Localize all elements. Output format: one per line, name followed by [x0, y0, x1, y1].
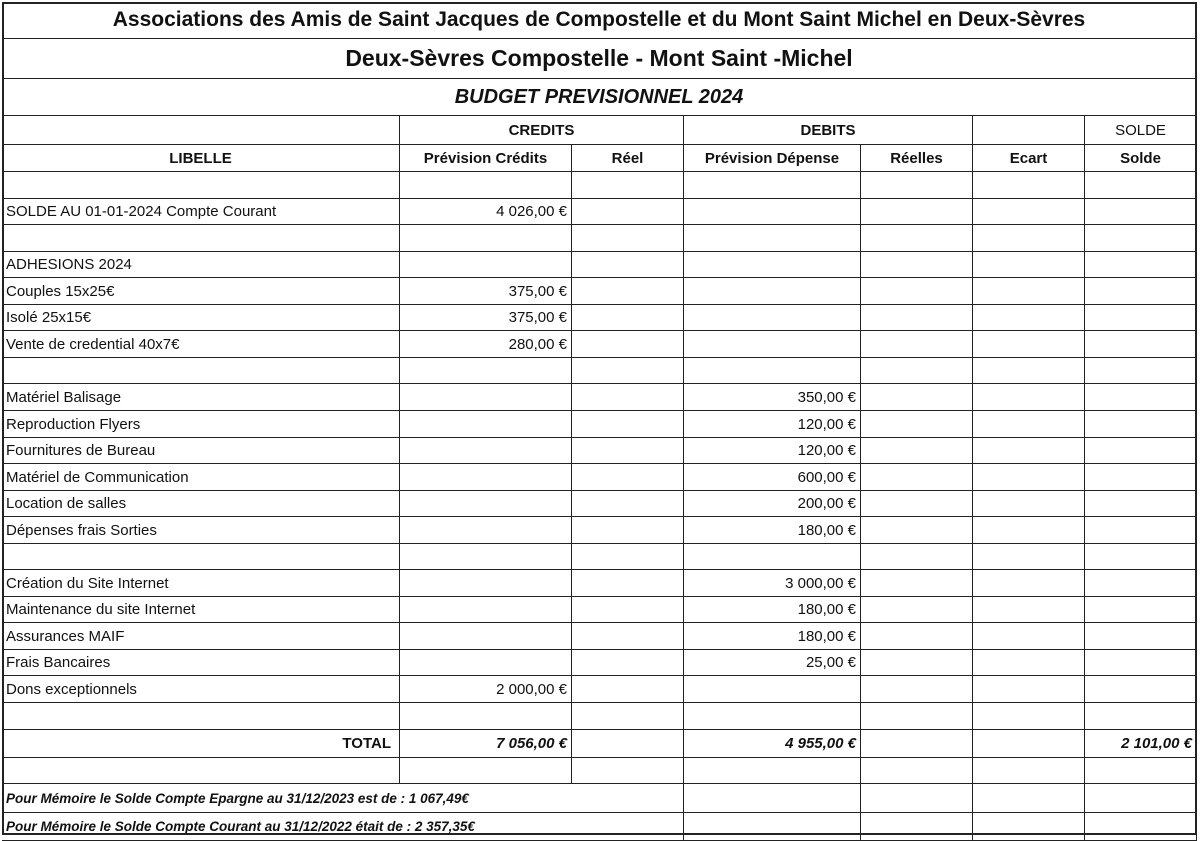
row-prevision-depense: 200,00 €: [684, 491, 861, 517]
column-header-reel: Réel: [572, 145, 684, 172]
row-ecart: [973, 411, 1085, 438]
row-ecart: [973, 623, 1085, 650]
row-reelles: [861, 703, 973, 730]
budget-title: BUDGET PREVISIONNEL 2024: [2, 79, 1197, 116]
row-solde: [1085, 278, 1197, 305]
row-reelles: [861, 650, 973, 676]
row-solde: [1085, 199, 1197, 225]
row-reel: [572, 331, 684, 358]
row-prevision-depense: [684, 544, 861, 570]
row-reelles: [861, 172, 973, 199]
row-prevision-credit: [400, 225, 572, 252]
column-header-prevision-depense: Prévision Dépense: [684, 145, 861, 172]
row-libelle: [2, 225, 400, 252]
row-reel: [572, 278, 684, 305]
row-libelle: Vente de credential 40x7€: [2, 331, 400, 358]
row-prevision-credit: 280,00 €: [400, 331, 572, 358]
row-solde: [1085, 305, 1197, 331]
row-solde: [1085, 225, 1197, 252]
row-reel: [572, 570, 684, 597]
row-reel: [572, 358, 684, 384]
blank-row-cell: [973, 758, 1085, 784]
row-prevision-credit: [400, 252, 572, 278]
row-reel: [572, 411, 684, 438]
row-libelle: ADHESIONS 2024: [2, 252, 400, 278]
row-solde: [1085, 517, 1197, 544]
group-debits: DEBITS: [684, 116, 973, 145]
row-reelles: [861, 517, 973, 544]
row-reel: [572, 703, 684, 730]
row-libelle: [2, 172, 400, 199]
row-ecart: [973, 438, 1085, 464]
row-reel: [572, 464, 684, 491]
row-reelles: [861, 305, 973, 331]
column-header-prevision-credits: Prévision Crédits: [400, 145, 572, 172]
group-empty-ecart: [973, 116, 1085, 145]
total-reelles: [861, 730, 973, 758]
total-reel: [572, 730, 684, 758]
row-reelles: [861, 676, 973, 703]
blank-row-cell: [572, 758, 684, 784]
row-prevision-credit: [400, 384, 572, 411]
total-solde: 2 101,00 €: [1085, 730, 1197, 758]
row-prevision-depense: 180,00 €: [684, 623, 861, 650]
row-prevision-depense: 350,00 €: [684, 384, 861, 411]
memo-empty-cell: [861, 784, 973, 813]
row-prevision-depense: 3 000,00 €: [684, 570, 861, 597]
row-prevision-credit: 375,00 €: [400, 278, 572, 305]
row-reel: [572, 172, 684, 199]
blank-row-cell: [2, 758, 400, 784]
row-libelle: Reproduction Flyers: [2, 411, 400, 438]
group-credits: CREDITS: [400, 116, 684, 145]
memo-empty-cell: [973, 784, 1085, 813]
row-prevision-credit: [400, 358, 572, 384]
row-libelle: Assurances MAIF: [2, 623, 400, 650]
row-solde: [1085, 384, 1197, 411]
row-ecart: [973, 703, 1085, 730]
row-prevision-depense: [684, 252, 861, 278]
row-ecart: [973, 225, 1085, 252]
row-ecart: [973, 278, 1085, 305]
memo-empty-cell: [973, 813, 1085, 841]
row-solde: [1085, 252, 1197, 278]
row-ecart: [973, 331, 1085, 358]
row-solde: [1085, 464, 1197, 491]
row-prevision-depense: 120,00 €: [684, 411, 861, 438]
row-prevision-credit: 4 026,00 €: [400, 199, 572, 225]
row-prevision-depense: [684, 172, 861, 199]
row-prevision-credit: [400, 491, 572, 517]
row-ecart: [973, 358, 1085, 384]
row-libelle: Fournitures de Bureau: [2, 438, 400, 464]
row-libelle: [2, 358, 400, 384]
row-libelle: Matériel Balisage: [2, 384, 400, 411]
row-solde: [1085, 623, 1197, 650]
subtitle: Deux-Sèvres Compostelle - Mont Saint -Michel: [2, 39, 1197, 79]
row-prevision-credit: [400, 703, 572, 730]
row-reel: [572, 199, 684, 225]
row-prevision-depense: 25,00 €: [684, 650, 861, 676]
memo-empty-cell: [1085, 813, 1197, 841]
row-reelles: [861, 225, 973, 252]
row-reelles: [861, 331, 973, 358]
total-ecart: [973, 730, 1085, 758]
column-header-ecart: Ecart: [973, 145, 1085, 172]
row-prevision-depense: [684, 225, 861, 252]
association-title: Associations des Amis de Saint Jacques de Compostelle et du Mont Saint Michel en Deux-Sèvres: [2, 2, 1197, 39]
row-prevision-depense: [684, 703, 861, 730]
memo-line: Pour Mémoire le Solde Compte Courant au 31/12/2022 était de : 2 357,35€: [2, 813, 684, 841]
row-prevision-credit: [400, 172, 572, 199]
row-prevision-depense: 180,00 €: [684, 517, 861, 544]
memo-empty-cell: [861, 813, 973, 841]
row-solde: [1085, 703, 1197, 730]
row-ecart: [973, 491, 1085, 517]
column-header-solde: Solde: [1085, 145, 1197, 172]
row-reel: [572, 225, 684, 252]
row-solde: [1085, 172, 1197, 199]
group-solde: SOLDE: [1085, 116, 1197, 145]
row-prevision-credit: 375,00 €: [400, 305, 572, 331]
row-ecart: [973, 172, 1085, 199]
row-reel: [572, 517, 684, 544]
row-libelle: Frais Bancaires: [2, 650, 400, 676]
row-reel: [572, 544, 684, 570]
row-solde: [1085, 491, 1197, 517]
row-reelles: [861, 252, 973, 278]
row-reelles: [861, 199, 973, 225]
blank-row-cell: [684, 758, 861, 784]
row-prevision-depense: [684, 358, 861, 384]
column-header-libelle: LIBELLE: [2, 145, 400, 172]
row-prevision-credit: [400, 438, 572, 464]
row-libelle: Location de salles: [2, 491, 400, 517]
row-reelles: [861, 544, 973, 570]
row-reel: [572, 384, 684, 411]
row-prevision-depense: [684, 331, 861, 358]
row-reelles: [861, 597, 973, 623]
row-reelles: [861, 570, 973, 597]
row-prevision-credit: [400, 464, 572, 491]
row-ecart: [973, 650, 1085, 676]
group-empty-libelle: [2, 116, 400, 145]
row-ecart: [973, 544, 1085, 570]
row-reelles: [861, 438, 973, 464]
row-reel: [572, 305, 684, 331]
row-reelles: [861, 464, 973, 491]
row-solde: [1085, 650, 1197, 676]
memo-empty-cell: [684, 784, 861, 813]
row-reelles: [861, 384, 973, 411]
total-label: TOTAL: [2, 730, 400, 758]
row-ecart: [973, 597, 1085, 623]
row-prevision-credit: [400, 570, 572, 597]
row-solde: [1085, 570, 1197, 597]
row-ecart: [973, 199, 1085, 225]
blank-row-cell: [400, 758, 572, 784]
row-ecart: [973, 517, 1085, 544]
row-solde: [1085, 597, 1197, 623]
row-libelle: Création du Site Internet: [2, 570, 400, 597]
row-reel: [572, 597, 684, 623]
memo-empty-cell: [1085, 784, 1197, 813]
memo-line: Pour Mémoire le Solde Compte Epargne au 31/12/2023 est de : 1 067,49€: [2, 784, 684, 813]
row-prevision-depense: [684, 199, 861, 225]
row-libelle: [2, 703, 400, 730]
column-header-reelles: Réelles: [861, 145, 973, 172]
blank-row-cell: [861, 758, 973, 784]
row-ecart: [973, 570, 1085, 597]
memo-empty-cell: [684, 813, 861, 841]
row-reelles: [861, 623, 973, 650]
row-reel: [572, 650, 684, 676]
row-solde: [1085, 438, 1197, 464]
row-solde: [1085, 676, 1197, 703]
row-ecart: [973, 464, 1085, 491]
row-reelles: [861, 358, 973, 384]
row-prevision-depense: 180,00 €: [684, 597, 861, 623]
row-ecart: [973, 676, 1085, 703]
blank-row-cell: [1085, 758, 1197, 784]
row-prevision-credit: [400, 517, 572, 544]
row-libelle: Couples 15x25€: [2, 278, 400, 305]
row-libelle: [2, 544, 400, 570]
row-reel: [572, 491, 684, 517]
row-prevision-credit: [400, 650, 572, 676]
row-ecart: [973, 305, 1085, 331]
row-reel: [572, 676, 684, 703]
row-prevision-depense: [684, 305, 861, 331]
row-prevision-credit: [400, 544, 572, 570]
row-prevision-credit: [400, 623, 572, 650]
row-ecart: [973, 384, 1085, 411]
row-solde: [1085, 358, 1197, 384]
row-prevision-depense: 600,00 €: [684, 464, 861, 491]
row-reelles: [861, 491, 973, 517]
row-prevision-depense: [684, 676, 861, 703]
row-reel: [572, 252, 684, 278]
row-libelle: Maintenance du site Internet: [2, 597, 400, 623]
row-ecart: [973, 252, 1085, 278]
row-prevision-credit: 2 000,00 €: [400, 676, 572, 703]
total-credits: 7 056,00 €: [400, 730, 572, 758]
row-reelles: [861, 411, 973, 438]
row-reelles: [861, 278, 973, 305]
row-solde: [1085, 411, 1197, 438]
row-prevision-credit: [400, 597, 572, 623]
row-prevision-credit: [400, 411, 572, 438]
row-prevision-depense: 120,00 €: [684, 438, 861, 464]
total-debits: 4 955,00 €: [684, 730, 861, 758]
row-libelle: Dépenses frais Sorties: [2, 517, 400, 544]
row-libelle: Dons exceptionnels: [2, 676, 400, 703]
row-libelle: SOLDE AU 01-01-2024 Compte Courant: [2, 199, 400, 225]
row-solde: [1085, 331, 1197, 358]
row-reel: [572, 438, 684, 464]
row-solde: [1085, 544, 1197, 570]
row-reel: [572, 623, 684, 650]
row-prevision-depense: [684, 278, 861, 305]
row-libelle: Matériel de Communication: [2, 464, 400, 491]
row-libelle: Isolé 25x15€: [2, 305, 400, 331]
